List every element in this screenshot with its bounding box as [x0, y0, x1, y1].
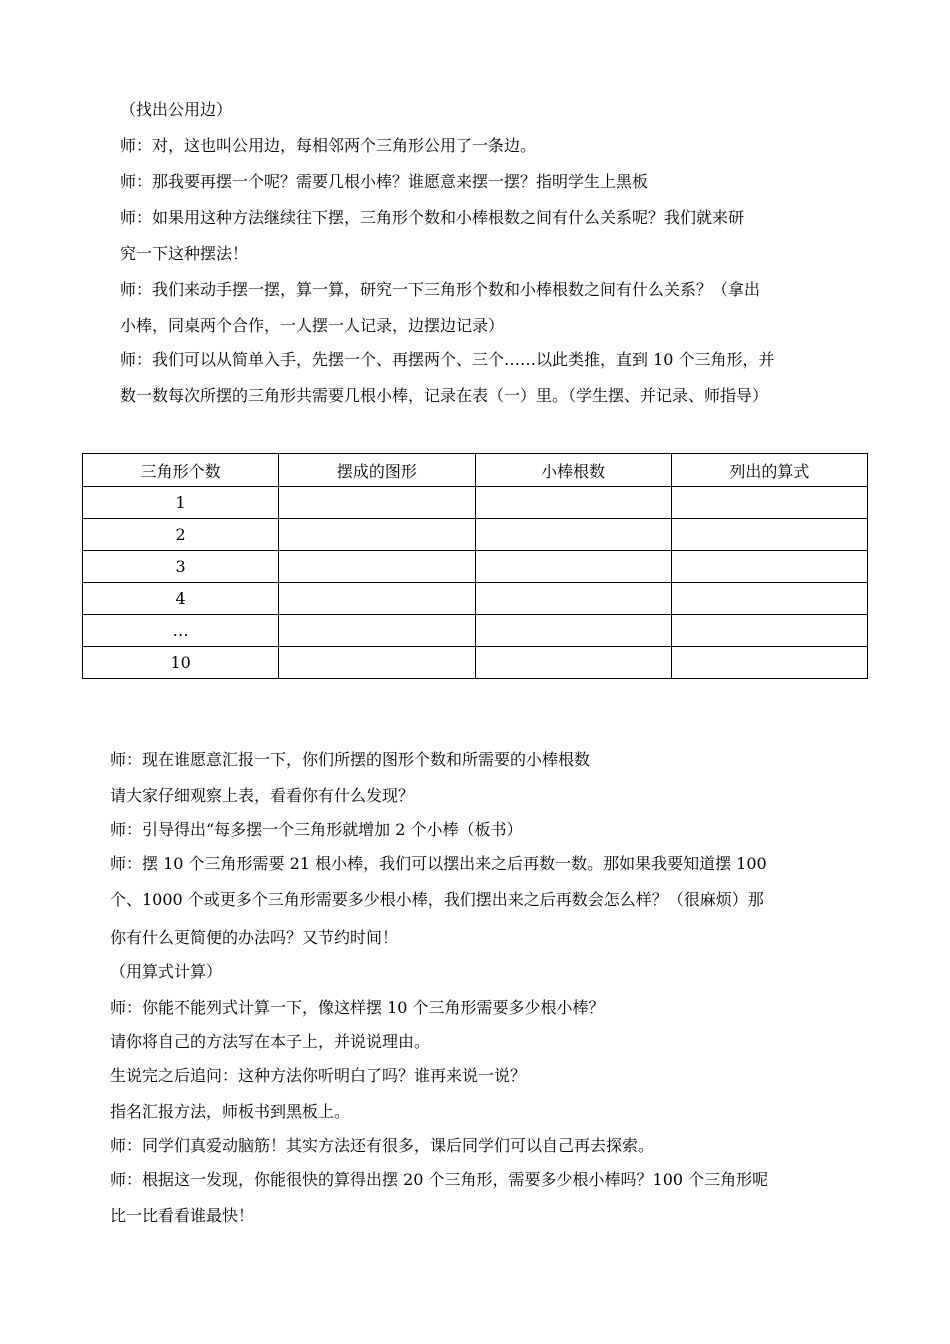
table-cell: [671, 519, 867, 551]
text-line: 指名汇报方法，师板书到黑板上。: [110, 1102, 351, 1121]
text-line: 师：摆 10 个三角形需要 21 根小棒，我们可以摆出来之后再数一数。那如果我要知道摆 100: [110, 854, 767, 873]
text-line: （找出公用边）: [120, 100, 233, 119]
table-cell: [475, 615, 671, 647]
table-cell: [475, 583, 671, 615]
table-cell: [671, 647, 867, 679]
text-line: 小棒，同桌两个合作，一人摆一人记录，边摆边记录）: [120, 316, 505, 335]
table-header-cell: 三角形个数: [83, 454, 279, 487]
text-line: 比一比看看谁最快！: [110, 1206, 255, 1225]
table-cell: 2: [83, 519, 279, 551]
table-cell: [279, 647, 475, 679]
text-line: 师：你能不能列式计算一下，像这样摆 10 个三角形需要多少根小棒？: [110, 998, 605, 1017]
table-cell: [671, 487, 867, 519]
text-line: 师：如果用这种方法继续往下摆，三角形个数和小棒根数之间有什么关系呢？我们就来研: [120, 208, 745, 227]
table-header-cell: 列出的算式: [671, 454, 867, 487]
text-line: 师：同学们真爱动脑筋！其实方法还有很多，课后同学们可以自己再去探索。: [110, 1136, 655, 1155]
table-cell: [475, 551, 671, 583]
table-header-row: [83, 454, 868, 487]
table-cell: 4: [83, 583, 279, 615]
table-cell: [671, 583, 867, 615]
table-cell: 10: [83, 647, 279, 679]
table-cell: [279, 615, 475, 647]
table-row: [83, 583, 868, 615]
text-line: 生说完之后追问：这种方法你听明白了吗？谁再来说一说？: [110, 1066, 527, 1085]
text-line: 师：我们来动手摆一摆，算一算，研究一下三角形个数和小棒根数之间有什么关系？（拿出: [120, 280, 761, 299]
text-line: （用算式计算）: [110, 962, 223, 981]
text-line: 请你将自己的方法写在本子上，并说说理由。: [110, 1032, 431, 1051]
text-line: 个、1000 个或更多个三角形需要多少根小棒，我们摆出来之后再数会怎么样？（很麻烦）那: [110, 890, 764, 909]
text-line: 数一数每次所摆的三角形共需要几根小棒，记录在表（一）里。（学生摆、并记录、师指导）: [120, 386, 769, 405]
table-cell: [475, 519, 671, 551]
table-cell: [475, 647, 671, 679]
table-cell: [671, 551, 867, 583]
text-line: 请大家仔细观察上表，看看你有什么发现？: [110, 786, 415, 805]
table-cell: 3: [83, 551, 279, 583]
table-cell: [279, 487, 475, 519]
table-cell: [671, 615, 867, 647]
table-row: [83, 519, 868, 551]
text-line: 师：根据这一发现，你能很快的算得出摆 20 个三角形，需要多少根小棒吗？100 个三角形呢: [110, 1170, 769, 1189]
table-header-cell: 摆成的图形: [279, 454, 475, 487]
table-cell: …: [83, 615, 279, 647]
table-header-cell: 小棒根数: [475, 454, 671, 487]
table-cell: 1: [83, 487, 279, 519]
text-line: 师：对，这也叫公用边，每相邻两个三角形公用了一条边。: [120, 136, 537, 155]
record-table: [82, 453, 868, 679]
text-line: 你有什么更简便的办法吗？又节约时间！: [110, 928, 399, 947]
text-line: 究一下这种摆法！: [120, 244, 249, 263]
table-cell: [279, 519, 475, 551]
table-cell: [475, 487, 671, 519]
table-cell: [279, 551, 475, 583]
text-line: 师：引导得出“每多摆一个三角形就增加 2 个小棒（板书）: [110, 820, 523, 839]
table-row: [83, 615, 868, 647]
table-row: [83, 647, 868, 679]
text-line: 师：我们可以从简单入手，先摆一个、再摆两个、三个……以此类推，直到 10 个三角形，并: [120, 350, 775, 369]
text-line: 师：现在谁愿意汇报一下，你们所摆的图形个数和所需要的小棒根数: [110, 750, 591, 769]
table-row: [83, 487, 868, 519]
table-row: [83, 551, 868, 583]
text-line: 师：那我要再摆一个呢？需要几根小棒？谁愿意来摆一摆？指明学生上黑板: [120, 172, 649, 191]
table-cell: [279, 583, 475, 615]
